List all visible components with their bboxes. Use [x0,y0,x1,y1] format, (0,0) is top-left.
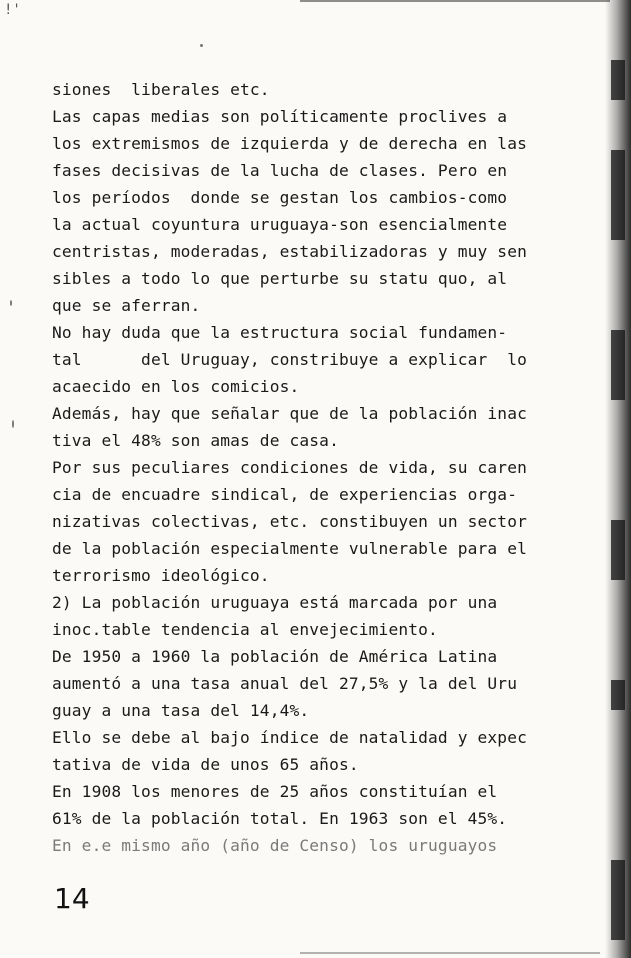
text-line: No hay duda que la estructura social fundamen- [52,323,508,342]
top-edge-rule [300,0,610,2]
text-line: En 1908 los menores de 25 años constituían el [52,782,498,801]
text-line: centristas, moderadas, estabilizadoras y muy sen [52,242,527,261]
text-line: Por sus peculiares condiciones de vida, su caren [52,458,527,477]
text-line: guay a una tasa del 14,4%. [52,701,310,720]
text-line: inoc.table tendencia al envejecimiento. [52,620,438,639]
edge-speck [611,60,625,100]
text-line: terrorismo ideológico. [52,566,270,585]
text-line: los períodos donde se gestan los cambios-como [52,188,508,207]
edge-speck [611,150,625,240]
text-line: la actual coyuntura uruguaya-son esencialmente [52,215,508,234]
text-line: aumentó a una tasa anual del 27,5% y la del Uru [52,674,518,693]
text-line: 61% de la población total. En 1963 son el 45%. [52,809,508,828]
text-line: Las capas medias son políticamente proclives a [52,107,508,126]
scan-speck [10,300,12,306]
scan-speck [200,44,203,47]
text-line: tativa de vida de unos 65 años. [52,755,359,774]
text-line: sibles a todo lo que perturbe su statu quo, al [52,269,508,288]
page-number: 14 [54,882,90,915]
text-line: de la población especialmente vulnerable para el [52,539,527,558]
text-line: los extremismos de izquierda y de derecha en las [52,134,527,153]
scan-speck [12,420,14,428]
text-line: cia de encuadre sindical, de experiencias orga- [52,485,518,504]
edge-speck [611,860,625,940]
corner-mark: !' [4,2,21,18]
edge-speck [611,520,625,580]
text-line: tiva el 48% son amas de casa. [52,431,339,450]
bottom-edge-rule [300,952,600,954]
text-line: Además, hay que señalar que de la población inac [52,404,527,423]
text-line: siones liberales etc. [52,80,270,99]
text-line: tal del Uruguay, constribuye a explicar lo [52,350,527,369]
edge-speck [611,330,625,400]
text-line: fases decisivas de la lucha de clases. Pero en [52,161,508,180]
text-line: que se aferran. [52,296,201,315]
text-line: 2) La población uruguaya está marcada por una [52,593,498,612]
text-line: En e.e mismo año (año de Censo) los uruguayos [52,836,498,855]
body-text [52,76,597,859]
text-line: nizativas colectivas, etc. constibuyen un sector [52,512,527,531]
edge-speck [611,680,625,710]
text-line: Ello se debe al bajo índice de natalidad y expec [52,728,527,747]
text-line: De 1950 a 1960 la población de América Latina [52,647,498,666]
binding-shadow [605,0,631,958]
text-line: acaecido en los comicios. [52,377,300,396]
